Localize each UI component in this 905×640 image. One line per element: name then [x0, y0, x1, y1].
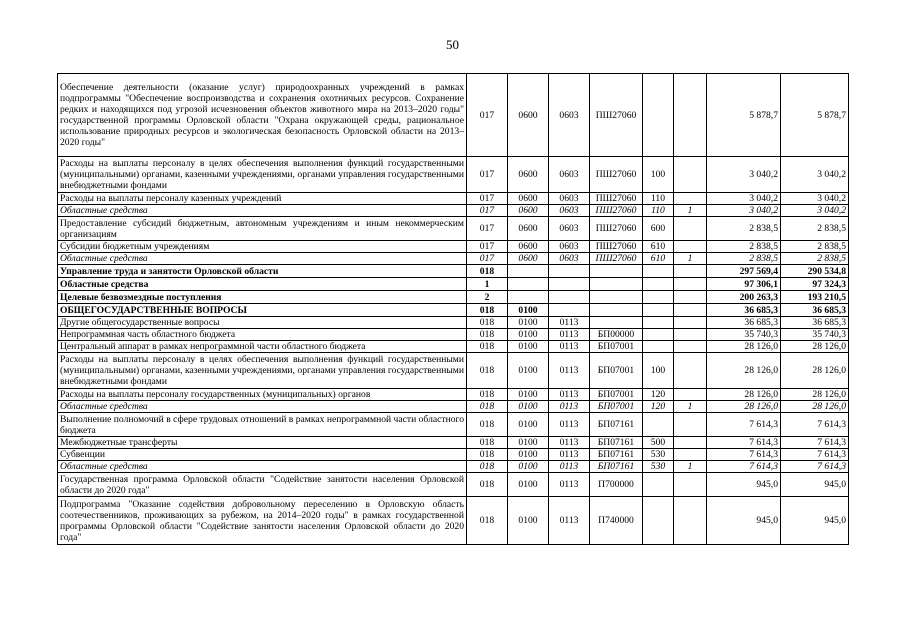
- expense-type-code: [643, 278, 674, 291]
- row-name: Выполнение полномочий в сфере трудовых отношений в рамках непрограммной части областного бюджета: [58, 413, 467, 437]
- admin-code: 2: [467, 291, 508, 304]
- admin-code: 018: [467, 437, 508, 449]
- amount-first-year: 2 838,5: [707, 253, 781, 265]
- target-article-code: П700000: [590, 473, 643, 497]
- admin-code: 017: [467, 193, 508, 205]
- expense-type-code: [643, 265, 674, 278]
- funding-source-code: [674, 389, 707, 401]
- admin-code: 018: [467, 401, 508, 413]
- amount-second-year: 3 040,2: [781, 157, 849, 193]
- amount-first-year: 2 838,5: [707, 241, 781, 253]
- amount-first-year: 7 614,3: [707, 437, 781, 449]
- admin-code: 018: [467, 497, 508, 545]
- admin-code: 018: [467, 413, 508, 437]
- section-code: 0100: [508, 449, 549, 461]
- subsection-code: [549, 304, 590, 317]
- budget-table: [57, 73, 849, 545]
- funding-source-code: [674, 413, 707, 437]
- expense-type-code: [643, 413, 674, 437]
- section-code: [508, 278, 549, 291]
- expense-type-code: [643, 291, 674, 304]
- admin-code: 017: [467, 157, 508, 193]
- target-article-code: БП07161: [590, 437, 643, 449]
- funding-source-code: [674, 74, 707, 157]
- row-name: Расходы на выплаты персоналу в целях обеспечения выполнения функций государственными (муниципальными) органами, казенными учреждениями, органами управления государственными внебюджетными фондами: [58, 353, 467, 389]
- amount-second-year: 28 126,0: [781, 389, 849, 401]
- subsection-code: 0113: [549, 329, 590, 341]
- page-number: 50: [446, 37, 459, 52]
- amount-second-year: 290 534,8: [781, 265, 849, 278]
- target-article-code: ПШ27060: [590, 157, 643, 193]
- subsection-code: 0603: [549, 217, 590, 241]
- expense-type-code: [643, 473, 674, 497]
- subsection-code: 0113: [549, 437, 590, 449]
- expense-type-code: [643, 317, 674, 329]
- admin-code: 017: [467, 205, 508, 217]
- amount-second-year: 36 685,3: [781, 317, 849, 329]
- funding-source-code: [674, 265, 707, 278]
- admin-code: 018: [467, 389, 508, 401]
- funding-source-code: [674, 353, 707, 389]
- row-name: Подпрограмма "Оказание содействия добровольному переселению в Орловскую область соотечественников, проживающих за рубежом, на 2014–2020 годы" в рамках государственной программы Орловской области "Содействие занятости населения Орловской области до 2020 года": [58, 497, 467, 545]
- row-name: Областные средства: [58, 253, 467, 265]
- subsection-code: 0603: [549, 253, 590, 265]
- amount-second-year: 28 126,0: [781, 401, 849, 413]
- amount-second-year: 5 878,7: [781, 74, 849, 157]
- expense-type-code: 530: [643, 461, 674, 473]
- amount-second-year: 945,0: [781, 497, 849, 545]
- amount-second-year: 7 614,3: [781, 437, 849, 449]
- subsection-code: 0113: [549, 413, 590, 437]
- section-code: 0100: [508, 473, 549, 497]
- row-name: Субвенции: [58, 449, 467, 461]
- table-row: [58, 265, 849, 278]
- funding-source-code: [674, 217, 707, 241]
- section-code: 0600: [508, 157, 549, 193]
- section-code: 0600: [508, 205, 549, 217]
- target-article-code: БП07161: [590, 461, 643, 473]
- expense-type-code: 100: [643, 157, 674, 193]
- table-row: [58, 353, 849, 389]
- section-code: 0600: [508, 74, 549, 157]
- table-row: [58, 437, 849, 449]
- funding-source-code: 1: [674, 205, 707, 217]
- section-code: 0100: [508, 353, 549, 389]
- row-name: Государственная программа Орловской области "Содействие занятости населения Орловской области до 2020 года": [58, 473, 467, 497]
- funding-source-code: [674, 304, 707, 317]
- subsection-code: 0113: [549, 473, 590, 497]
- funding-source-code: [674, 497, 707, 545]
- table-row: [58, 74, 849, 157]
- table-row: [58, 401, 849, 413]
- section-code: 0100: [508, 413, 549, 437]
- target-article-code: БП07001: [590, 341, 643, 353]
- expense-type-code: 120: [643, 389, 674, 401]
- admin-code: 018: [467, 449, 508, 461]
- table-row: [58, 461, 849, 473]
- amount-first-year: 35 740,3: [707, 329, 781, 341]
- admin-code: 017: [467, 253, 508, 265]
- row-name: Расходы на выплаты персоналу казенных учреждений: [58, 193, 467, 205]
- row-name: Областные средства: [58, 205, 467, 217]
- row-name: ОБЩЕГОСУДАРСТВЕННЫЕ ВОПРОСЫ: [58, 304, 467, 317]
- funding-source-code: [674, 449, 707, 461]
- amount-first-year: 297 569,4: [707, 265, 781, 278]
- section-code: 0100: [508, 304, 549, 317]
- amount-first-year: 3 040,2: [707, 157, 781, 193]
- amount-second-year: 28 126,0: [781, 341, 849, 353]
- subsection-code: 0113: [549, 461, 590, 473]
- section-code: 0600: [508, 253, 549, 265]
- table-body: [58, 74, 849, 545]
- target-article-code: ПШ27060: [590, 74, 643, 157]
- amount-second-year: 28 126,0: [781, 353, 849, 389]
- amount-first-year: 7 614,3: [707, 461, 781, 473]
- target-article-code: ПШ27060: [590, 205, 643, 217]
- amount-second-year: 2 838,5: [781, 253, 849, 265]
- target-article-code: ПШ27060: [590, 193, 643, 205]
- target-article-code: [590, 278, 643, 291]
- funding-source-code: [674, 157, 707, 193]
- funding-source-code: 1: [674, 461, 707, 473]
- admin-code: 017: [467, 217, 508, 241]
- table-row: [58, 304, 849, 317]
- expense-type-code: 100: [643, 353, 674, 389]
- amount-first-year: 28 126,0: [707, 401, 781, 413]
- section-code: 0100: [508, 437, 549, 449]
- row-name: Целевые безвозмездные поступления: [58, 291, 467, 304]
- admin-code: 018: [467, 304, 508, 317]
- amount-second-year: 7 614,3: [781, 461, 849, 473]
- subsection-code: 0603: [549, 74, 590, 157]
- expense-type-code: 120: [643, 401, 674, 413]
- funding-source-code: [674, 291, 707, 304]
- amount-second-year: 2 838,5: [781, 217, 849, 241]
- amount-second-year: 97 324,3: [781, 278, 849, 291]
- subsection-code: [549, 291, 590, 304]
- amount-first-year: 28 126,0: [707, 341, 781, 353]
- target-article-code: БП07161: [590, 413, 643, 437]
- table-row: [58, 317, 849, 329]
- funding-source-code: 1: [674, 253, 707, 265]
- target-article-code: БП07161: [590, 449, 643, 461]
- target-article-code: БП07001: [590, 389, 643, 401]
- row-name: Межбюджетные трансферты: [58, 437, 467, 449]
- amount-first-year: 5 878,7: [707, 74, 781, 157]
- table-row: [58, 329, 849, 341]
- admin-code: 018: [467, 353, 508, 389]
- table-row: [58, 157, 849, 193]
- subsection-code: 0603: [549, 205, 590, 217]
- subsection-code: 0113: [549, 449, 590, 461]
- row-name: Центральный аппарат в рамках непрограммной части областного бюджета: [58, 341, 467, 353]
- admin-code: 018: [467, 265, 508, 278]
- section-code: [508, 291, 549, 304]
- admin-code: 018: [467, 461, 508, 473]
- expense-type-code: [643, 329, 674, 341]
- row-name: Расходы на выплаты персоналу в целях обеспечения выполнения функций государственными (муниципальными) органами, казенными учреждениями, органами управления государственными внебюджетными фондами: [58, 157, 467, 193]
- table-row: [58, 278, 849, 291]
- target-article-code: [590, 265, 643, 278]
- funding-source-code: [674, 329, 707, 341]
- funding-source-code: [674, 341, 707, 353]
- section-code: 0100: [508, 341, 549, 353]
- amount-first-year: 28 126,0: [707, 353, 781, 389]
- subsection-code: 0113: [549, 401, 590, 413]
- table-row: [58, 193, 849, 205]
- amount-first-year: 7 614,3: [707, 413, 781, 437]
- table-row: [58, 217, 849, 241]
- amount-second-year: 35 740,3: [781, 329, 849, 341]
- expense-type-code: 610: [643, 241, 674, 253]
- expense-type-code: [643, 304, 674, 317]
- admin-code: 017: [467, 241, 508, 253]
- amount-first-year: 97 306,1: [707, 278, 781, 291]
- expense-type-code: 600: [643, 217, 674, 241]
- table-row: [58, 253, 849, 265]
- amount-first-year: 2 838,5: [707, 217, 781, 241]
- funding-source-code: [674, 473, 707, 497]
- admin-code: 018: [467, 329, 508, 341]
- amount-second-year: 3 040,2: [781, 205, 849, 217]
- funding-source-code: [674, 437, 707, 449]
- row-name: Областные средства: [58, 461, 467, 473]
- expense-type-code: 500: [643, 437, 674, 449]
- row-name: Управление труда и занятости Орловской области: [58, 265, 467, 278]
- table-row: [58, 449, 849, 461]
- target-article-code: БП00000: [590, 329, 643, 341]
- row-name: Расходы на выплаты персоналу государственных (муниципальных) органов: [58, 389, 467, 401]
- funding-source-code: [674, 193, 707, 205]
- target-article-code: ПШ27060: [590, 241, 643, 253]
- target-article-code: БП07001: [590, 353, 643, 389]
- table-row: [58, 291, 849, 304]
- amount-first-year: 7 614,3: [707, 449, 781, 461]
- expense-type-code: 110: [643, 205, 674, 217]
- subsection-code: 0113: [549, 353, 590, 389]
- subsection-code: 0113: [549, 497, 590, 545]
- subsection-code: 0603: [549, 193, 590, 205]
- section-code: 0100: [508, 497, 549, 545]
- subsection-code: 0603: [549, 241, 590, 253]
- funding-source-code: [674, 317, 707, 329]
- expense-type-code: [643, 74, 674, 157]
- amount-first-year: 200 263,3: [707, 291, 781, 304]
- section-code: 0100: [508, 317, 549, 329]
- target-article-code: ПШ27060: [590, 253, 643, 265]
- amount-second-year: 3 040,2: [781, 193, 849, 205]
- row-name: Непрограммная часть областного бюджета: [58, 329, 467, 341]
- target-article-code: [590, 304, 643, 317]
- amount-second-year: 36 685,3: [781, 304, 849, 317]
- amount-first-year: 36 685,3: [707, 304, 781, 317]
- subsection-code: 0113: [549, 317, 590, 329]
- expense-type-code: 610: [643, 253, 674, 265]
- expense-type-code: [643, 497, 674, 545]
- amount-first-year: 28 126,0: [707, 389, 781, 401]
- target-article-code: ПШ27060: [590, 217, 643, 241]
- row-name: Областные средства: [58, 401, 467, 413]
- subsection-code: [549, 265, 590, 278]
- amount-first-year: 945,0: [707, 473, 781, 497]
- amount-second-year: 2 838,5: [781, 241, 849, 253]
- row-name: Субсидии бюджетным учреждениям: [58, 241, 467, 253]
- admin-code: 018: [467, 341, 508, 353]
- section-code: 0100: [508, 389, 549, 401]
- section-code: 0100: [508, 401, 549, 413]
- amount-first-year: 3 040,2: [707, 205, 781, 217]
- funding-source-code: [674, 278, 707, 291]
- funding-source-code: [674, 241, 707, 253]
- funding-source-code: 1: [674, 401, 707, 413]
- section-code: [508, 265, 549, 278]
- section-code: 0100: [508, 329, 549, 341]
- expense-type-code: 110: [643, 193, 674, 205]
- expense-type-code: [643, 341, 674, 353]
- target-article-code: П740000: [590, 497, 643, 545]
- section-code: 0600: [508, 193, 549, 205]
- amount-first-year: 36 685,3: [707, 317, 781, 329]
- subsection-code: 0603: [549, 157, 590, 193]
- table-row: [58, 389, 849, 401]
- amount-second-year: 7 614,3: [781, 449, 849, 461]
- amount-first-year: 945,0: [707, 497, 781, 545]
- target-article-code: [590, 291, 643, 304]
- subsection-code: [549, 278, 590, 291]
- row-name: Предоставление субсидий бюджетным, автономным учреждениям и иным некоммерческим организациям: [58, 217, 467, 241]
- admin-code: 018: [467, 317, 508, 329]
- subsection-code: 0113: [549, 389, 590, 401]
- admin-code: 1: [467, 278, 508, 291]
- table-row: [58, 473, 849, 497]
- section-code: 0600: [508, 241, 549, 253]
- admin-code: 017: [467, 74, 508, 157]
- admin-code: 018: [467, 473, 508, 497]
- row-name: Другие общегосударственные вопросы: [58, 317, 467, 329]
- amount-second-year: 7 614,3: [781, 413, 849, 437]
- amount-second-year: 193 210,5: [781, 291, 849, 304]
- amount-first-year: 3 040,2: [707, 193, 781, 205]
- table-row: [58, 497, 849, 545]
- amount-second-year: 945,0: [781, 473, 849, 497]
- table-row: [58, 341, 849, 353]
- row-name: Обеспечение деятельности (оказание услуг) природоохранных учреждений в рамках подпрограммы "Обеспечение воспроизводства и сохранения охотничьих ресурсов. Сохранение редких и находящихся под угрозой исчезновения объектов животного мира на 2013–2020 годы" государственной программы Орловской области "Охрана окружающей среды, рациональное использование природных ресурсов и экологическая безопасность Орловской области на 2013–2020 годы": [58, 74, 467, 157]
- subsection-code: 0113: [549, 341, 590, 353]
- table-row: [58, 205, 849, 217]
- table-row: [58, 241, 849, 253]
- row-name: Областные средства: [58, 278, 467, 291]
- section-code: 0600: [508, 217, 549, 241]
- target-article-code: БП07001: [590, 401, 643, 413]
- section-code: 0100: [508, 461, 549, 473]
- target-article-code: [590, 317, 643, 329]
- table-row: [58, 413, 849, 437]
- expense-type-code: 530: [643, 449, 674, 461]
